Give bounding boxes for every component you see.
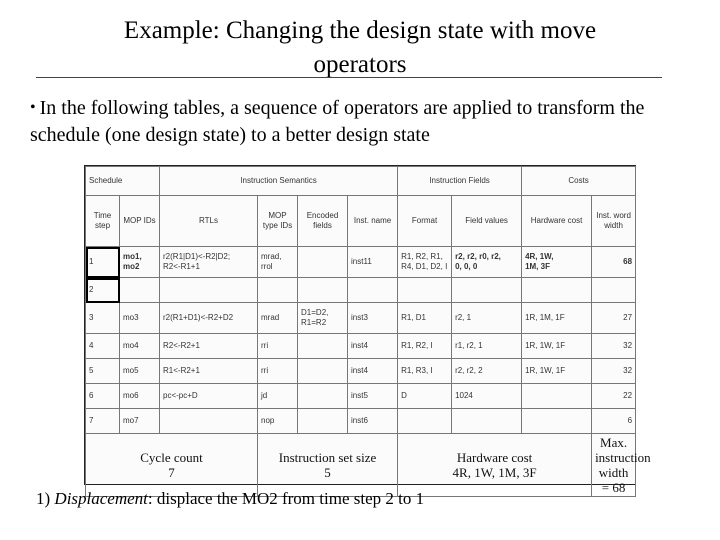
- table-cell: [298, 247, 348, 278]
- table-cell: R1, R2, I: [398, 334, 452, 359]
- slide-title-line1: Example: Changing the design state with move: [123, 17, 597, 44]
- cycle-count-label: Cycle count: [140, 450, 203, 465]
- table-cell: 6: [86, 384, 120, 409]
- table-cell: r2, r2, r0, r2, 0, 0, 0: [452, 247, 522, 278]
- table-cell: r2(R1|D1)<-R2|D2; R2<-R1+1: [160, 247, 258, 278]
- column-header: MOP type IDs: [258, 196, 298, 247]
- caption-prefix: 1): [36, 489, 55, 508]
- table-cell: mo3: [120, 303, 160, 334]
- table-cell: mo4: [120, 334, 160, 359]
- table-cell: 32: [592, 334, 636, 359]
- table-cell: mrad: [258, 303, 298, 334]
- table-cell: 68: [592, 247, 636, 278]
- table-cell: 5: [86, 359, 120, 384]
- table-cell: 1024: [452, 384, 522, 409]
- table-cell: [298, 359, 348, 384]
- table-cell: R1, R3, I: [398, 359, 452, 384]
- table-cell: 32: [592, 359, 636, 384]
- hw-cost-label: Hardware cost: [456, 450, 533, 465]
- set-size-value: 5: [324, 465, 331, 480]
- bullet-text: In the following tables, a sequence of operators are applied to transform the schedule (one design state) to a better design state: [30, 97, 645, 146]
- table-cell: [592, 278, 636, 303]
- column-header: Inst. name: [348, 196, 398, 247]
- table-cell: inst5: [348, 384, 398, 409]
- column-header: Time step: [86, 196, 120, 247]
- table-cell: r2(R1+D1)<-R2+D2: [160, 303, 258, 334]
- table-cell: nop: [258, 409, 298, 434]
- caption: [36, 488, 424, 510]
- table-row: [86, 278, 636, 303]
- table-cell: rri: [258, 334, 298, 359]
- table-cell: 22: [592, 384, 636, 409]
- table-cell: jd: [258, 384, 298, 409]
- table-cell: 27: [592, 303, 636, 334]
- table-cell: [398, 409, 452, 434]
- title-underline: [36, 77, 662, 78]
- table-row: [86, 334, 636, 359]
- schedule-table: [85, 166, 651, 497]
- table-cell: D1=D2, R1=R2: [298, 303, 348, 334]
- table-cell: mo6: [120, 384, 160, 409]
- table-cell: [298, 409, 348, 434]
- column-header: Encoded fields: [298, 196, 348, 247]
- table-row: [86, 384, 636, 409]
- table-cell: mo7: [120, 409, 160, 434]
- table-cell: inst11: [348, 247, 398, 278]
- table-row: [86, 303, 636, 334]
- table-cell: [258, 278, 298, 303]
- table-cell: pc<-pc+D: [160, 384, 258, 409]
- table-row: [86, 247, 636, 278]
- table-cell: 7: [86, 409, 120, 434]
- table-cell: rri: [258, 359, 298, 384]
- table-cell: [160, 278, 258, 303]
- column-header: RTLs: [160, 196, 258, 247]
- set-size-label: Instruction set size: [278, 450, 377, 465]
- table-cell: 3: [86, 303, 120, 334]
- table-cell: [452, 278, 522, 303]
- column-header: Hardware cost: [522, 196, 592, 247]
- group-header-semantics: Instruction Semantics: [160, 167, 398, 196]
- table-cell: 2: [86, 278, 120, 303]
- table-cell: [160, 409, 258, 434]
- table-cell: [398, 278, 452, 303]
- bullet-dot-icon: •: [30, 99, 36, 116]
- table-cell: [298, 384, 348, 409]
- schedule-table-image: [84, 165, 651, 495]
- table-cell: r1, r2, 1: [452, 334, 522, 359]
- column-header: Field values: [452, 196, 522, 247]
- cycle-count-value: 7: [168, 465, 175, 480]
- table-cell: 4R, 1W, 1M, 3F: [522, 247, 592, 278]
- column-header: Inst. word width: [592, 196, 636, 247]
- table-cell: inst3: [348, 303, 398, 334]
- caption-term: Displacement: [54, 489, 148, 508]
- table-cell: [452, 409, 522, 434]
- table-cell: mo1, mo2: [120, 247, 160, 278]
- summary-max-width: Max. instruction width = 68: [592, 434, 636, 497]
- table-cell: 1R, 1W, 1F: [522, 359, 592, 384]
- table-cell: 1R, 1M, 1F: [522, 303, 592, 334]
- table-cell: D: [398, 384, 452, 409]
- table-cell: r2, r2, 2: [452, 359, 522, 384]
- slide-title-line2: operators: [313, 51, 407, 78]
- table-cell: inst4: [348, 359, 398, 384]
- hw-cost-value: 4R, 1W, 1M, 3F: [452, 465, 537, 480]
- table-row: [86, 409, 636, 434]
- caption-rest: : displace the MO2 from time step 2 to 1: [147, 489, 425, 508]
- table-cell: 1: [86, 247, 120, 278]
- table-cell: 4: [86, 334, 120, 359]
- group-header-schedule: Schedule: [86, 167, 160, 196]
- table-cell: mo5: [120, 359, 160, 384]
- table-cell: [522, 384, 592, 409]
- table-cell: [348, 278, 398, 303]
- table-cell: 6: [592, 409, 636, 434]
- group-header-fields: Instruction Fields: [398, 167, 522, 196]
- table-cell: inst6: [348, 409, 398, 434]
- column-header: MOP IDs: [120, 196, 160, 247]
- column-header: Format: [398, 196, 452, 247]
- table-cell: R1, D1: [398, 303, 452, 334]
- summary-hardware-cost: [398, 434, 592, 497]
- table-cell: [522, 409, 592, 434]
- table-cell: r2, 1: [452, 303, 522, 334]
- table-cell: R1, R2, R1, R4, D1, D2, I: [398, 247, 452, 278]
- table-cell: R2<-R2+1: [160, 334, 258, 359]
- group-header-costs: Costs: [522, 167, 636, 196]
- table-cell: [298, 278, 348, 303]
- table-row: [86, 359, 636, 384]
- table-cell: [522, 278, 592, 303]
- table-cell: R1<-R2+1: [160, 359, 258, 384]
- table-cell: [120, 278, 160, 303]
- table-cell: mrad, rrol: [258, 247, 298, 278]
- table-cell: [298, 334, 348, 359]
- table-cell: 1R, 1W, 1F: [522, 334, 592, 359]
- table-cell: inst4: [348, 334, 398, 359]
- bullet-paragraph: [30, 94, 700, 149]
